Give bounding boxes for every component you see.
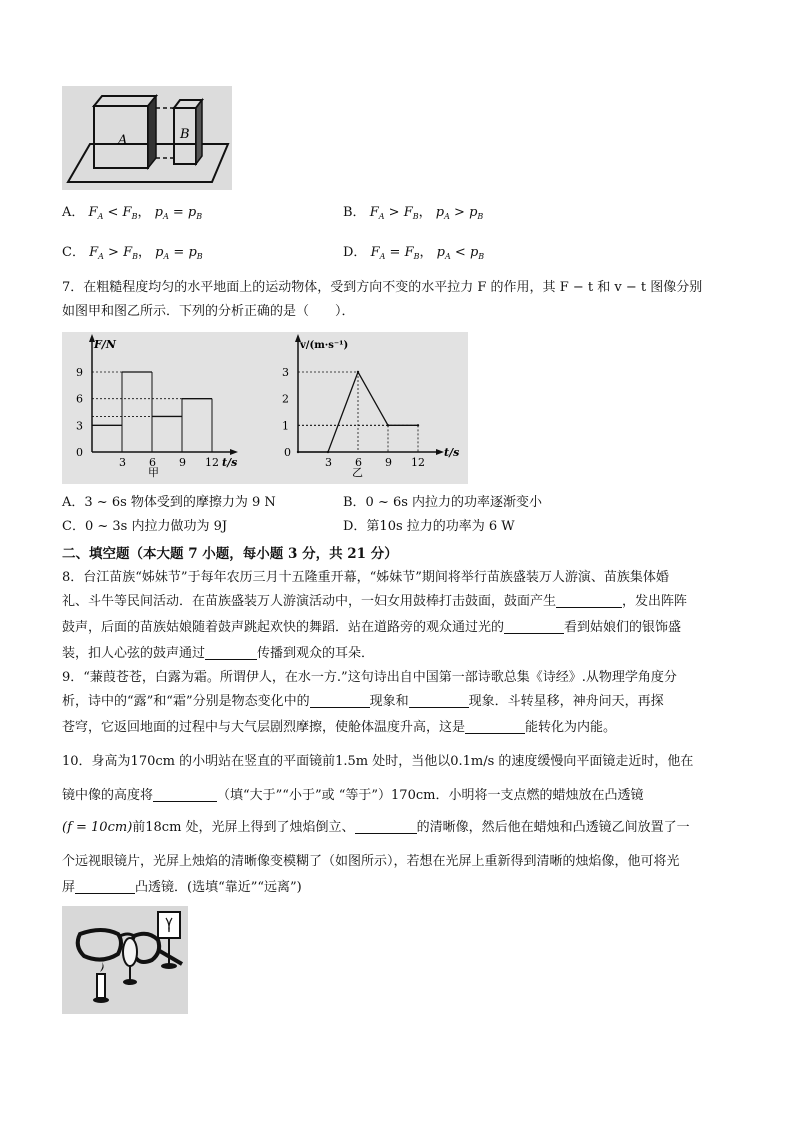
chart-v-t-title: 乙 (352, 466, 363, 479)
q10-line-4: 个远视眼镜片，光屏上烛焰的清晰像变模糊了（如图所示），若想在光屏上重新得到清晰的烛焰像，他可将光 (62, 854, 680, 869)
q10-blank-2[interactable] (355, 819, 417, 834)
q9-line-2: 析，诗中的“露”和“霜”分别是物态变化中的 现象和 现象．斗转星移，神舟问天，再探 (62, 694, 664, 709)
chart-0-xtick: 9 (179, 456, 186, 469)
q8-blank-3[interactable] (205, 645, 257, 660)
chart-1-xtick: 9 (385, 456, 392, 469)
chart-v-t-ylabel: v/(m·s⁻¹) (300, 340, 349, 351)
q6-option-a[interactable]: A． $F_A < F_B$， $p_A = p_B$ (62, 205, 203, 221)
chart-1-ytick: 3 (282, 366, 289, 379)
chart-0-xtick: 6 (149, 456, 156, 469)
q6-option-d[interactable]: D． $F_A = F_B$， $p_A < p_B$ (343, 245, 485, 261)
q7-option-d[interactable]: D．第10s 拉力的功率为 6 W (343, 519, 515, 534)
q10-line-2: 镜中像的高度将 （填“大于”“小于”或 “等于”）170cm．小明将一支点燃的蜡烛放在凸透镜 (62, 788, 644, 803)
q8-line-3: 鼓声，后面的苗族姑娘随着鼓声跳起欢快的舞蹈．站在道路旁的观众通过光的 看到姑娘们的银饰盛 (62, 620, 682, 635)
chart-v-t-origin: 0 (284, 446, 291, 459)
q9-line-3: 苍穹，它返回地面的过程中与大气层剧烈摩擦，使舱体温度升高，这是 能转化为内能。 (62, 720, 617, 735)
q10-line-1: 10．身高为170cm 的小明站在竖直的平面镜前1.5m 处时，当他以0.1m/s 的速度缓慢向平面镜走近时，他在 (62, 754, 694, 769)
chart-0-xtick: 12 (205, 456, 219, 469)
lens-glasses-figure (62, 906, 188, 1014)
q7-option-a[interactable]: A．3 ~ 6s 物体受到的摩擦力为 9 N (62, 495, 276, 510)
q9-line-1: 9．“蒹葭苍苍，白露为霜。所谓伊人，在水一方.”这句诗出自中国第一部诗歌总集《诗经》.从物理学角度分 (62, 670, 677, 685)
q6-option-b[interactable]: B． $F_A > F_B$， $p_A > p_B$ (343, 205, 484, 221)
chart-v-t (282, 334, 459, 479)
q9-blank-3[interactable] (465, 719, 525, 734)
q7-charts-figure (62, 332, 468, 484)
chart-1-xtick: 12 (411, 456, 425, 469)
block-a-label: A (118, 133, 128, 148)
chart-f-t-x-arrow (230, 449, 238, 455)
q10-line-3: (f = 10cm)前18cm 处，光屏上得到了烛焰倒立、 的清晰像，然后他在蜡烛和凸透镜乙间放置了一 (62, 820, 690, 835)
chart-1-xtick: 6 (355, 456, 362, 469)
chart-f-t-ylabel: F/N (94, 338, 116, 351)
chart-v-t-point (417, 424, 419, 426)
q10-line-5: 屏 凸透镜．(选填“靠近”“远离”) (62, 880, 302, 895)
chart-v-t-xlabel: t/s (444, 446, 460, 459)
q6-option-c[interactable]: C． $F_A > F_B$， $p_A = p_B$ (62, 245, 203, 261)
q7-option-b[interactable]: B．0 ~ 6s 内拉力的功率逐渐变小 (343, 495, 543, 510)
q10-blank-1[interactable] (153, 787, 217, 802)
q7-stem-line-1: 7．在粗糙程度均匀的水平地面上的运动物体，受到方向不变的水平拉力 F 的作用，其 F − t 和 v − t 图像分别 (62, 280, 703, 295)
chart-v-t-point (357, 371, 359, 373)
q9-blank-2[interactable] (409, 693, 469, 708)
q8-blank-1[interactable] (556, 593, 622, 608)
section-2-heading: 二、填空题（本大题 7 小题，每小题 3 分，共 21 分） (62, 546, 398, 562)
chart-f-t-xlabel: t/s (222, 456, 238, 469)
chart-f-t (76, 334, 238, 479)
q9-blank-1[interactable] (310, 693, 370, 708)
q10-blank-3[interactable] (75, 879, 135, 894)
chart-0-ytick: 6 (76, 392, 83, 406)
chart-f-t-title: 甲 (148, 466, 159, 479)
chart-1-ytick: 1 (282, 419, 289, 433)
q7-stem-line-2: 如图甲和图乙所示．下列的分析正确的是（ ）． (62, 304, 355, 319)
q8-line-2: 礼、斗牛等民间活动．在苗族盛装万人游演活动中，一妇女用鼓棒打击鼓面，鼓面产生 ，发出阵阵 (62, 594, 688, 609)
chart-0-ytick: 9 (76, 366, 83, 379)
chart-v-t-point (327, 451, 329, 453)
chart-0-xtick: 3 (119, 456, 126, 469)
chart-1-ytick: 2 (282, 392, 289, 406)
q8-blank-2[interactable] (504, 619, 564, 634)
chart-v-t-point (297, 451, 299, 453)
chart-1-xtick: 3 (325, 456, 332, 469)
chart-f-t-origin: 0 (76, 446, 83, 459)
q8-line-4: 装，扣人心弦的鼓声通过 传播到观众的耳朵． (62, 646, 375, 661)
chart-v-t-x-arrow (436, 449, 444, 455)
q7-option-c[interactable]: C．0 ~ 3s 内拉力做功为 9J (62, 519, 228, 534)
q8-line-1: 8．台江苗族“姊妹节”于每年农历三月十五隆重开幕，“姊妹节”期间将举行苗族盛装万人游演、苗族集体婚 (62, 570, 669, 585)
block-b-label: B (180, 127, 190, 142)
chart-0-ytick: 3 (76, 419, 83, 433)
blocks-figure (62, 86, 232, 190)
